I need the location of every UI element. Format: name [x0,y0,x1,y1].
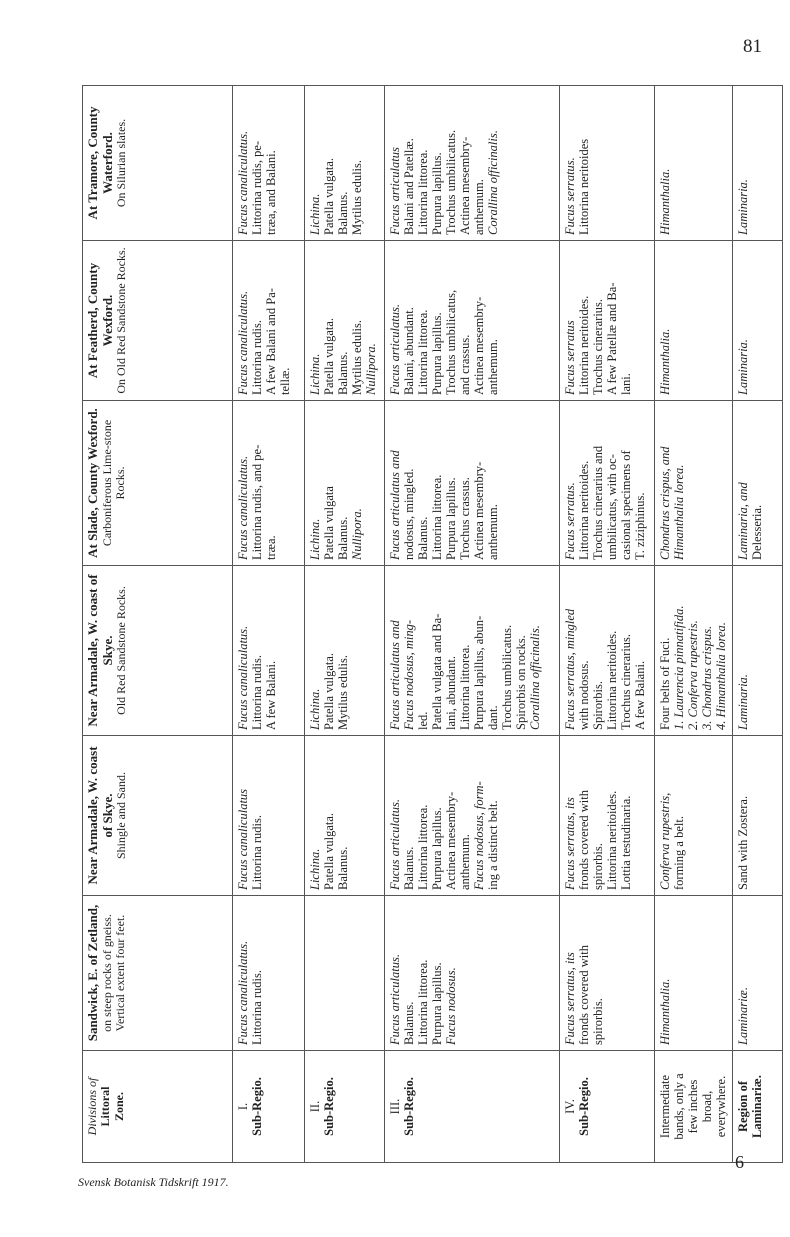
location-header [83,736,233,896]
species-line: Himanthalia. [658,168,672,235]
species-cell [305,401,385,566]
zone-label-line: Region of [736,1080,750,1133]
species-line: Lichina. [308,518,322,560]
species-cell [233,241,305,401]
species-line: Fucus canaliculatus. [236,625,250,730]
species-line: Purpura lapillus, abun- [472,615,486,730]
species-line: ing a distinct belt. [486,800,500,890]
species-line: Fucus nodosus, form- [472,781,486,890]
species-line: Balanus. [336,846,350,890]
species-line: Littorina neritoides. [605,790,619,890]
species-line: Littorina littorea. [416,959,430,1045]
species-line: 2. Conferva rupestris. [686,620,700,730]
zone-label-line: Laminariæ. [750,1075,764,1138]
zone-label [233,1051,305,1163]
species-line: Balanus. [402,846,416,890]
species-line: Actinea mesembry- [472,461,486,560]
species-line: casional specimens of [619,450,633,560]
species-line: Littorina rudis. [250,815,264,890]
species-line: Trochus umbilicatus. [500,624,514,730]
species-line: nodosus, mingled. [402,468,416,560]
zone-label-line: few inches [686,1079,700,1134]
species-line: Patella vulgata. [322,157,336,235]
species-line: træa. [264,535,278,560]
species-line: Himanthalia lorea. [672,464,686,560]
species-cell [560,401,655,566]
species-line: Fucus nodosus. [444,967,458,1045]
corner-line: Zone. [111,1092,126,1122]
species-line: Trochus umbilicatus. [444,129,458,235]
zone-row [560,86,655,1163]
page-number: 81 [743,36,762,57]
species-line: forming a belt. [672,816,686,890]
cell-line: Shingle and Sand. [114,772,129,859]
corner-line: Littoral [98,1086,113,1127]
species-line: A few Patellæ and Ba- [605,282,619,395]
species-line: Mytilus edulis. [336,654,350,730]
species-line: Trochus umbilicatus, [444,289,458,395]
species-line: Balanus. [336,516,350,560]
location-title: At Tramore, County Waterford. [85,106,115,220]
species-line: Purpura lapillus. [444,477,458,560]
species-line: Fucus canaliculatus. [236,130,250,235]
zone-label [655,1051,733,1163]
zone-label-line: IV. [563,1099,577,1114]
species-cell [385,736,560,896]
species-line: Purpura lapillus. [430,962,444,1045]
location-title: At Slade, County Wexford. [85,408,100,558]
species-line: Laminaria. [736,179,750,235]
species-cell [385,86,560,241]
species-cell [560,86,655,241]
species-line: Lichina. [308,353,322,395]
zone-row [733,86,783,1163]
zone-label-line: Intermediate [658,1074,672,1139]
species-cell [655,896,733,1051]
species-line: Fucus canaliculatus. [236,290,250,395]
species-line: Fucus serratus, its [563,952,577,1045]
species-cell [655,566,733,736]
species-line: Littorina neritoides. [605,630,619,730]
species-cell [305,241,385,401]
species-line: tellæ. [278,367,292,395]
species-line: A few Balani. [264,660,278,730]
species-line: Spirorbis on rocks. [514,635,528,730]
species-line: A few Balani and Pa- [264,288,278,395]
species-line: Lichina. [308,848,322,890]
zone-label [385,1051,560,1163]
species-line: lani, abundant. [444,656,458,730]
species-line: Four belts of Fuci. [658,637,672,730]
location-title: At Featherd, County Wexford. [85,262,115,379]
corner-line: Divisions of [85,1077,99,1136]
species-line: Nullipora. [364,343,378,395]
species-line: Littorina littorea. [416,804,430,890]
species-line: Trochus cinerarius and [591,445,605,560]
species-line: anthemum. [472,179,486,235]
species-line: Littorina rudis, and pe- [250,444,264,560]
species-line: Littorina littorea. [416,309,430,395]
species-line: Littorina rudis, pe- [250,140,264,235]
location-header [83,241,233,401]
species-line: Purpura lapillus. [430,152,444,235]
species-line: anthemum. [458,834,472,890]
figure-number: 6 [735,1152,744,1172]
species-cell [305,896,385,1051]
species-line: spirorbis. [591,998,605,1045]
species-line: A few Balani. [633,660,647,730]
species-line: Fucus articulatus and [388,450,402,560]
species-line: Littorina neritoides. [577,295,591,395]
species-line: Patella vulgata. [322,652,336,730]
species-line: Littorina rudis. [250,655,264,730]
species-line: Littorina neritoides [577,138,591,235]
species-cell [655,86,733,241]
species-line: Actinea mesembry- [458,136,472,235]
species-line: Chondrus crispus, and [658,446,672,560]
species-line: anthemum. [486,339,500,395]
species-line: Laminaria. [736,339,750,395]
species-line: Fucus serratus, mingled [563,608,577,730]
species-cell [733,401,783,566]
species-line: Purpura lapillus. [430,807,444,890]
species-line: fronds covered with [577,945,591,1045]
cell-line: On Silurian slates. [114,118,129,208]
species-line: Corallina officinalis. [528,625,542,730]
species-line: Actinea mesembry- [444,791,458,890]
zone-label-line: II. [308,1100,322,1113]
species-line: Sand with Zostera. [736,795,750,890]
species-cell [655,736,733,896]
species-line: Mytilus edulis. [350,319,364,395]
species-cell [733,736,783,896]
species-line: Fucus articulatus and [388,620,402,730]
species-line: Himanthalia. [658,978,672,1045]
rotated-table-container [82,86,764,1163]
species-cell [385,566,560,736]
species-cell [233,896,305,1051]
species-cell [733,896,783,1051]
zone-label-line: broad, [700,1090,714,1123]
species-line: anthemum. [486,504,500,560]
species-cell [305,566,385,736]
species-line: Fucus canaliculatus. [236,455,250,560]
species-line: Balanus. [336,351,350,395]
species-line: Fucus canaliculatus [236,788,250,890]
location-header [83,401,233,566]
species-cell [233,566,305,736]
location-header [83,896,233,1051]
species-cell [560,241,655,401]
species-line: Laminaria. [736,674,750,730]
species-cell [233,401,305,566]
species-line: Littorina neritoides. [577,460,591,560]
species-line: 4. Himanthalia lorea. [714,622,728,730]
zone-label-line: III. [388,1098,402,1115]
zone-label [305,1051,385,1163]
species-line: Nullipora. [350,508,364,560]
zone-row [655,86,733,1163]
species-line: led. [416,711,430,730]
species-line: Balanus. [416,516,430,560]
zone-row [385,86,560,1163]
species-line: Balanus. [336,191,350,235]
species-line: Trochus cinerarius. [619,633,633,730]
species-line: T. ziziphinus. [633,492,647,560]
species-line: Corallina officinalis. [486,130,500,235]
zone-label-line: everywhere. [714,1075,728,1138]
species-line: umbilicatus, with oc- [605,454,619,560]
zone-row [233,86,305,1163]
location-title: Near Armadale, W. coast of Skye. [85,746,115,885]
species-cell [385,896,560,1051]
species-line: Fucus canaliculatus. [236,940,250,1045]
species-line: Fucus articulatus. [388,954,402,1045]
species-line: fronds covered with [577,790,591,890]
species-line: Conferva rupestris, [658,792,672,890]
species-cell [655,401,733,566]
zone-label-line: Sub-Regio. [577,1077,591,1136]
species-line: Lichina. [308,688,322,730]
location-header [83,566,233,736]
species-line: Trochus crassus. [458,477,472,560]
species-cell [733,86,783,241]
species-line: Fucus articulatus. [388,799,402,890]
cell-line: Carboniferous Lime-stone Rocks. [99,419,127,547]
zone-label-line: I. [236,1102,250,1111]
species-line: 3. Chondrus crispus. [700,625,714,730]
species-line: Fucus articulatus [388,147,402,235]
species-line: Littorina rudis. [250,320,264,395]
species-line: Purpura lapillus. [430,312,444,395]
species-cell [385,241,560,401]
species-line: with nodosus. [577,660,591,730]
zone-label-line: Sub-Regio. [250,1077,264,1136]
species-line: Balanus. [402,1001,416,1045]
location-title: Sandwick, E. of Zetland, [85,904,100,1042]
species-line: Lottia testudinaria. [619,795,633,890]
species-cell [733,566,783,736]
species-line: 1. Laurencia pinnatifida. [672,605,686,730]
location-header [83,86,233,241]
species-line: Himanthalia. [658,328,672,395]
species-line: Fucus serratus, its [563,797,577,890]
species-line: Fucus articulatus. [388,304,402,395]
species-line: Fucus nodosus, ming- [402,619,416,730]
zone-label-line: bands, only a [672,1073,686,1140]
cell-line: Vertical extent four feet. [112,914,127,1032]
species-cell [385,401,560,566]
zone-label-line: Sub-Regio. [402,1077,416,1136]
species-line: træa, and Balani. [264,150,278,235]
header-row [83,86,233,1163]
zone-label [560,1051,655,1163]
species-line: spirorbis. [591,843,605,890]
species-cell [305,736,385,896]
species-line: Patella vulgata. [322,317,336,395]
location-title: Near Armadale, W. coast of Skye. [85,574,115,727]
species-line: Patella vulgata. [322,812,336,890]
species-cell [233,86,305,241]
species-line: Patella vulgata [322,486,336,560]
species-cell [233,736,305,896]
species-line: Balani, abundant. [402,307,416,395]
species-line: Patella vulgata and Ba- [430,613,444,730]
species-cell [733,241,783,401]
species-line: Trochus cinerarius. [591,298,605,395]
species-line: and crassus. [458,334,472,395]
species-cell [305,86,385,241]
species-line: dant. [486,705,500,730]
species-line: Actinea mesembry- [472,296,486,395]
species-line: Fucus serratus [563,320,577,395]
species-line: Laminaria, and [736,482,750,560]
species-line: Laminariæ. [736,986,750,1045]
zone-row [305,86,385,1163]
zone-label-line: Sub-Regio. [322,1077,336,1136]
species-cell [560,896,655,1051]
littoral-zone-table [82,85,783,1163]
species-line: Littorina littorea. [416,149,430,235]
journal-footer: Svensk Botanisk Tidskrift 1917. [78,1175,229,1189]
species-line: Lichina. [308,193,322,235]
corner-header [83,1051,233,1163]
species-line: Littorina littorea. [430,474,444,560]
species-line: Littorina littorea. [458,644,472,730]
species-line: Fucus serratus. [563,157,577,235]
species-cell [560,736,655,896]
species-line: Fucus serratus. [563,482,577,560]
species-line: Spirorbis. [591,681,605,730]
species-line: Littorina rudis. [250,970,264,1045]
cell-line: Old Red Sandstone Rocks. [114,586,129,715]
species-line: Delesseria. [750,504,764,560]
cell-line: on steep rocks of gneiss. [99,914,114,1032]
species-cell [655,241,733,401]
species-line: Mytilus edulis. [350,159,364,235]
cell-line: On Old Red Sandstone Rocks. [114,247,129,394]
species-line: Balani and Patellæ. [402,138,416,235]
species-line: lani. [619,373,633,395]
zone-label [733,1051,783,1163]
species-cell [560,566,655,736]
